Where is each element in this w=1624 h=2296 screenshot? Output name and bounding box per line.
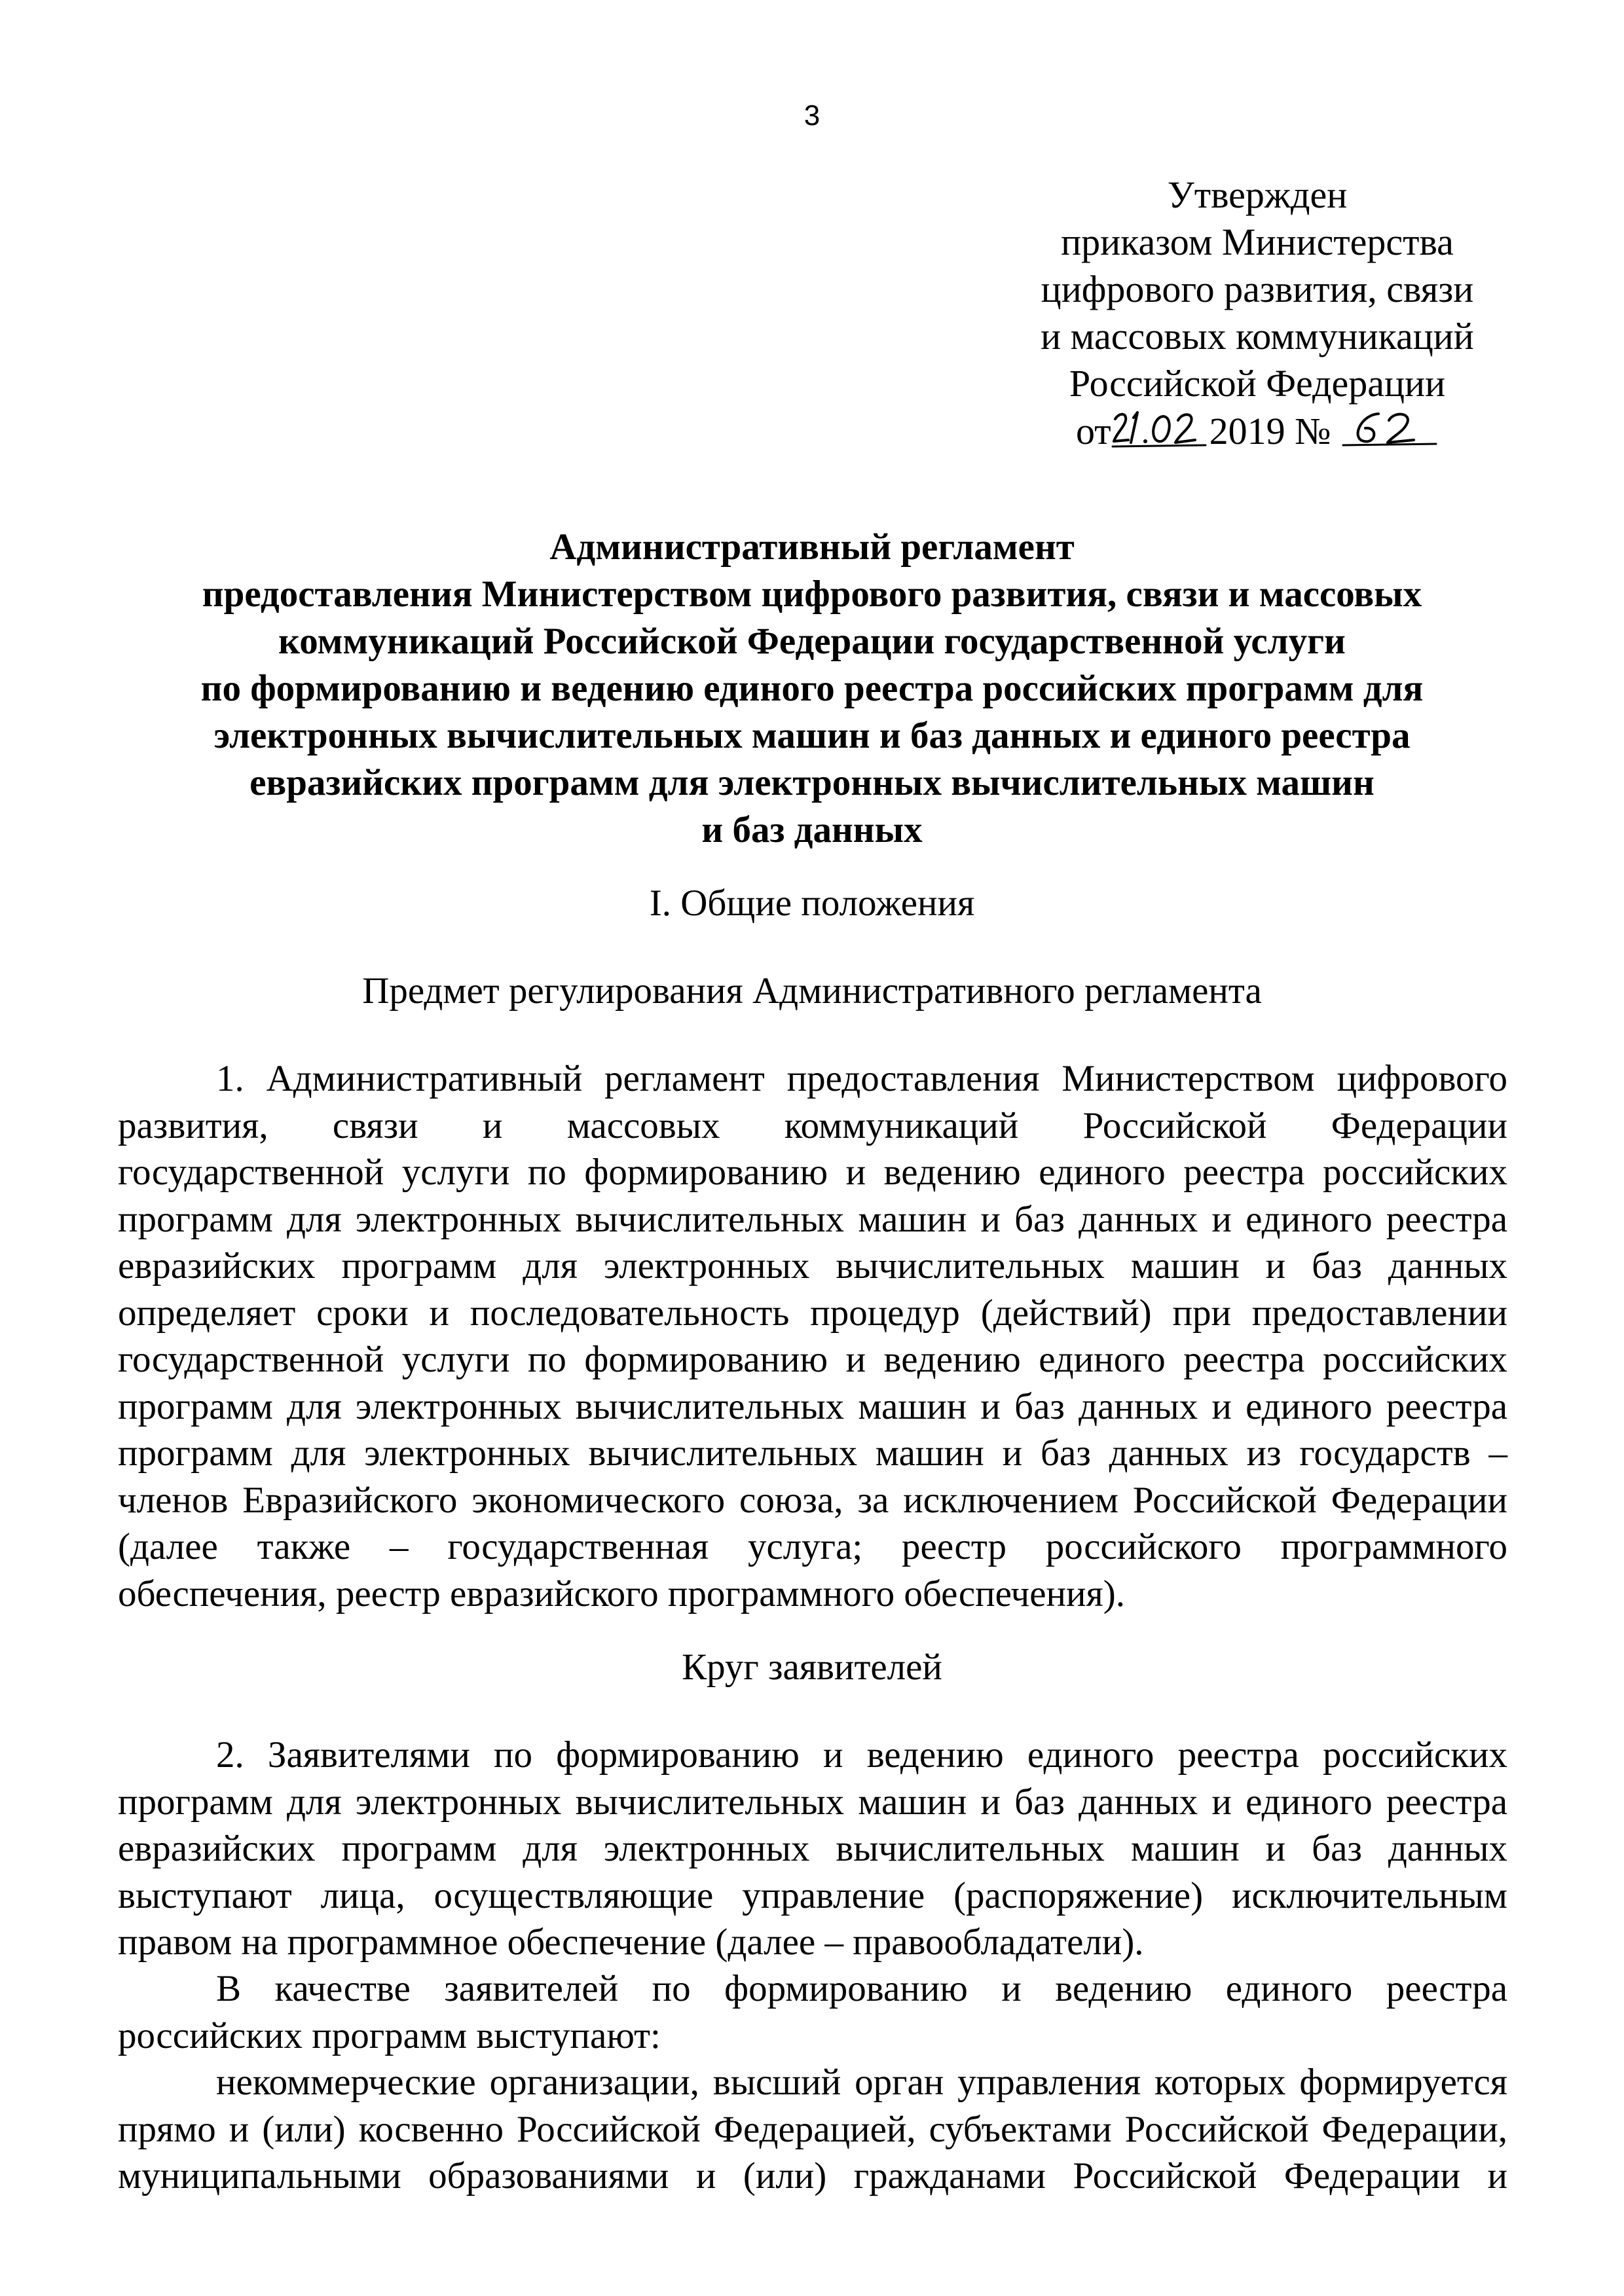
approval-line: и массовых коммуникаций (1041, 315, 1474, 357)
paragraph-line: (далее также – государственная услуга; реестр российского программного (118, 1526, 1507, 1567)
paragraph-line: евразийских программ для электронных вычислительных машин и баз данных (118, 1828, 1507, 1869)
title-line: евразийских программ для электронных вычислительных машин (249, 762, 1375, 803)
paragraph-line: правом на программное обеспечение (далее – правообладатели). (118, 1922, 1144, 1963)
handwritten-number (1340, 407, 1439, 459)
paragraph-line: программ для электронных вычислительных машин и баз данных из государств – (118, 1432, 1507, 1474)
date-prefix: от (1076, 410, 1111, 452)
paragraph-line: российских программ выступают: (118, 2014, 661, 2056)
page-number: 3 (803, 100, 821, 132)
paragraph-line: В качестве заявителей по формированию и ведению единого реестра (216, 1968, 1507, 2009)
paragraph-3 (118, 1965, 1507, 2059)
paragraph-line: государственной услуги по формированию и ведению единого реестра российских (118, 1339, 1507, 1380)
approval-line: Российской Федерации (1069, 362, 1446, 405)
handwritten-number-icon (1340, 407, 1439, 448)
title-line: предоставления Министерством цифрового развития, связи и массовых (202, 574, 1422, 615)
paragraph-line: государственной услуги по формированию и ведению единого реестра российских (118, 1152, 1507, 1193)
paragraph-line: членов Евразийского экономического союза, за исключением Российской Федерации (118, 1479, 1507, 1521)
paragraph-line: программ для электронных вычислительных машин и баз данных и единого реестра (118, 1781, 1507, 1823)
paragraph-line: муниципальными образованиями и (или) гражданами Российской Федерации и (118, 2155, 1507, 2196)
paragraph-4 (118, 2059, 1507, 2200)
title-line: коммуникаций Российской Федерации государственной услуги (278, 621, 1346, 662)
paragraph-line: развития, связи и массовых коммуникаций Российской Федерации (118, 1104, 1507, 1146)
regulation-title (118, 524, 1506, 854)
approval-line: цифрового развития, связи (1041, 268, 1474, 310)
handwritten-date (1111, 407, 1209, 459)
title-line: по формированию и ведению единого реестра российских программ для (200, 668, 1424, 709)
approval-date-line (969, 407, 1545, 459)
paragraph-line: евразийских программ для электронных вычислительных машин и баз данных (118, 1245, 1507, 1286)
title-line: и баз данных (701, 809, 923, 850)
title-line: электронных вычислительных машин и баз данных и единого реестра (213, 715, 1411, 756)
paragraph-line: некоммерческие организации, высший орган управления которых формируется (216, 2062, 1507, 2103)
paragraph-line: выступают лица, осуществляющие управление (распоряжение) исключительным (118, 1874, 1507, 1916)
approval-stamp-block (969, 172, 1545, 459)
subheading-applicants: Круг заявителей (682, 1647, 942, 1688)
paragraph-line: 1. Административный регламент предоставления Министерством цифрового (216, 1058, 1507, 1099)
approval-line: Утвержден (1167, 173, 1348, 216)
paragraph-1 (118, 1055, 1507, 1617)
paragraph-line: 2. Заявителями по формированию и ведению единого реестра российских (216, 1734, 1507, 1776)
paragraph-line: обеспечения, реестр евразийского программного обеспечения). (118, 1573, 1125, 1614)
subheading-subject: Предмет регулирования Административного регламента (362, 970, 1262, 1011)
paragraph-line: программ для электронных вычислительных машин и баз данных и единого реестра (118, 1385, 1507, 1427)
paragraph-line: прямо и (или) косвенно Российской Федерацией, субъектами Российской Федерации, (118, 2108, 1507, 2150)
approval-line: приказом Министерства (1061, 221, 1454, 263)
paragraph-2 (118, 1732, 1507, 1966)
section-heading: I. Общие положения (649, 883, 975, 924)
paragraph-line: определяет сроки и последовательность процедур (действий) при предоставлении (118, 1292, 1507, 1334)
date-year: 2019 № (1209, 410, 1331, 452)
paragraph-line: программ для электронных вычислительных машин и баз данных и единого реестра (118, 1198, 1507, 1240)
handwritten-date-icon (1111, 407, 1209, 448)
title-line: Административный регламент (549, 526, 1075, 568)
